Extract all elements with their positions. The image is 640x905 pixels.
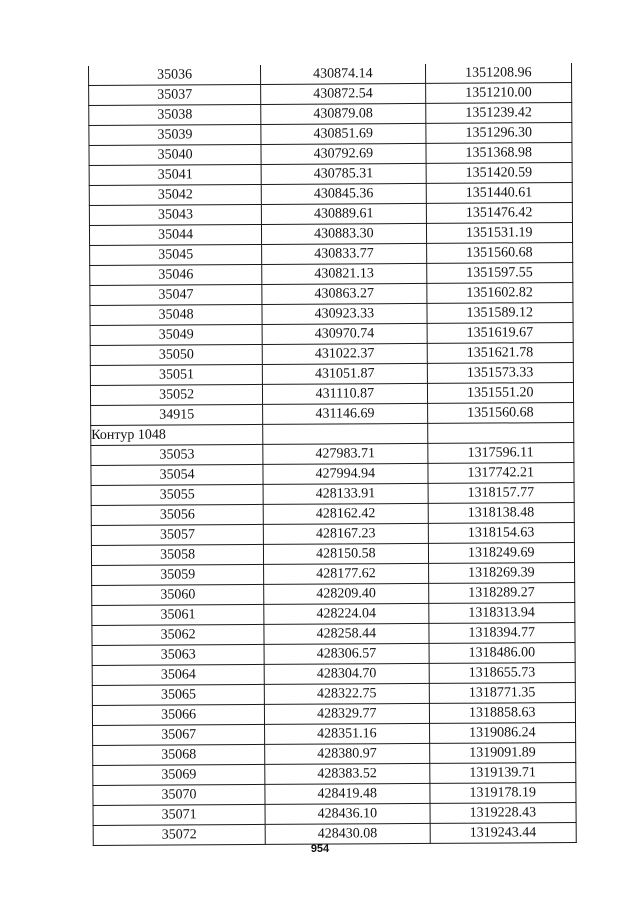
table-row xyxy=(93,723,576,746)
point-id-cell: 35064 xyxy=(92,664,264,685)
section-label: Контур 1048 xyxy=(91,424,263,445)
x-coordinate-cell: 431022.37 xyxy=(262,343,426,364)
x-coordinate-cell: 428329.77 xyxy=(265,703,429,724)
y-coordinate-cell: 1319139.71 xyxy=(429,763,576,784)
point-id-cell: 35039 xyxy=(89,124,261,145)
table-row xyxy=(93,783,576,806)
point-id-cell: 35065 xyxy=(92,684,264,705)
point-id-cell: 35069 xyxy=(93,764,265,785)
point-id-cell: 35054 xyxy=(91,464,263,485)
x-coordinate-cell: 428322.75 xyxy=(264,683,428,704)
empty-cell xyxy=(263,423,427,444)
table-row xyxy=(90,343,573,366)
x-coordinate-cell: 430923.33 xyxy=(262,303,426,324)
x-coordinate-cell: 428380.97 xyxy=(265,743,429,764)
table-row xyxy=(89,143,572,166)
x-coordinate-cell: 430970.74 xyxy=(262,323,426,344)
table-row xyxy=(91,503,574,526)
table-row xyxy=(92,623,575,646)
y-coordinate-cell: 1351208.96 xyxy=(425,63,572,83)
table-row xyxy=(90,243,573,266)
point-id-cell: 35067 xyxy=(93,724,265,745)
table-row xyxy=(89,223,572,246)
point-id-cell: 35062 xyxy=(92,624,264,645)
table-row xyxy=(92,583,575,606)
y-coordinate-cell: 1319086.24 xyxy=(429,723,576,744)
table-row xyxy=(90,263,573,286)
y-coordinate-cell: 1351420.59 xyxy=(426,163,573,184)
table-row xyxy=(88,63,571,85)
table-row xyxy=(89,183,572,206)
point-id-cell: 35051 xyxy=(90,364,262,385)
table-row xyxy=(92,603,575,626)
page-number: 954 xyxy=(310,843,330,855)
table-row xyxy=(91,483,574,506)
table-row xyxy=(91,463,574,486)
x-coordinate-cell: 428430.08 xyxy=(265,823,429,844)
x-coordinate-cell: 430883.30 xyxy=(262,223,426,244)
y-coordinate-cell: 1318289.27 xyxy=(428,583,575,604)
x-coordinate-cell: 428224.04 xyxy=(264,603,428,624)
point-id-cell: 35052 xyxy=(90,384,262,405)
y-coordinate-cell: 1317742.21 xyxy=(427,463,574,484)
table-row xyxy=(90,383,573,406)
table-row xyxy=(92,643,575,666)
point-id-cell: 35055 xyxy=(91,484,263,505)
point-id-cell: 35044 xyxy=(89,224,261,245)
y-coordinate-cell: 1318771.35 xyxy=(429,683,576,704)
x-coordinate-cell: 428162.42 xyxy=(263,503,427,524)
x-coordinate-cell: 428167.23 xyxy=(263,523,427,544)
table-row xyxy=(93,803,576,826)
table-row xyxy=(91,543,574,566)
point-id-cell: 35038 xyxy=(89,104,261,125)
table-row xyxy=(92,663,575,686)
y-coordinate-cell: 1351573.33 xyxy=(427,363,574,384)
table-row xyxy=(91,443,574,466)
table-row xyxy=(90,303,573,326)
y-coordinate-cell: 1351589.12 xyxy=(426,303,573,324)
x-coordinate-cell: 430872.54 xyxy=(261,83,425,104)
point-id-cell: 35053 xyxy=(91,444,263,465)
y-coordinate-cell: 1351368.98 xyxy=(425,143,572,164)
x-coordinate-cell: 430889.61 xyxy=(262,203,426,224)
x-coordinate-cell: 427983.71 xyxy=(263,443,427,464)
y-coordinate-cell: 1351597.55 xyxy=(426,263,573,284)
x-coordinate-cell: 431110.87 xyxy=(263,383,427,404)
y-coordinate-cell: 1351440.61 xyxy=(426,183,573,204)
point-id-cell: 34915 xyxy=(91,404,263,425)
x-coordinate-cell: 431146.69 xyxy=(263,403,427,424)
point-id-cell: 35046 xyxy=(90,264,262,285)
x-coordinate-cell: 428150.58 xyxy=(264,543,428,564)
point-id-cell: 35042 xyxy=(89,184,261,205)
x-coordinate-cell: 428209.40 xyxy=(264,583,428,604)
x-coordinate-cell: 428306.57 xyxy=(264,643,428,664)
x-coordinate-cell: 430833.77 xyxy=(262,243,426,264)
y-coordinate-cell: 1351551.20 xyxy=(427,383,574,404)
x-coordinate-cell: 430863.27 xyxy=(262,283,426,304)
point-id-cell: 35066 xyxy=(92,704,264,725)
y-coordinate-cell: 1319178.19 xyxy=(429,783,576,804)
x-coordinate-cell: 428383.52 xyxy=(265,763,429,784)
y-coordinate-cell: 1318655.73 xyxy=(429,663,576,684)
y-coordinate-cell: 1351531.19 xyxy=(426,223,573,244)
x-coordinate-cell: 430785.31 xyxy=(261,163,425,184)
y-coordinate-cell: 1351619.67 xyxy=(427,323,574,344)
table-row xyxy=(93,763,576,786)
table-row xyxy=(93,743,576,766)
y-coordinate-cell: 1318858.63 xyxy=(429,703,576,724)
y-coordinate-cell: 1318157.77 xyxy=(428,483,575,504)
y-coordinate-cell: 1319243.44 xyxy=(430,823,577,844)
point-id-cell: 35050 xyxy=(90,344,262,365)
point-id-cell: 35060 xyxy=(92,584,264,605)
x-coordinate-cell: 428133.91 xyxy=(263,483,427,504)
y-coordinate-cell: 1319091.89 xyxy=(429,743,576,764)
point-id-cell: 35063 xyxy=(92,644,264,665)
point-id-cell: 35040 xyxy=(89,144,261,165)
table-row xyxy=(89,123,572,146)
y-coordinate-cell: 1318486.00 xyxy=(429,643,576,664)
x-coordinate-cell: 428436.10 xyxy=(265,803,429,824)
point-id-cell: 35056 xyxy=(91,504,263,525)
y-coordinate-cell: 1351621.78 xyxy=(427,343,574,364)
x-coordinate-cell: 428258.44 xyxy=(264,623,428,644)
x-coordinate-cell: 430845.36 xyxy=(261,183,425,204)
y-coordinate-cell: 1351476.42 xyxy=(426,203,573,224)
x-coordinate-cell: 428177.62 xyxy=(264,563,428,584)
y-coordinate-cell: 1318313.94 xyxy=(428,603,575,624)
table-row xyxy=(90,363,573,386)
point-id-cell: 35045 xyxy=(90,244,262,265)
x-coordinate-cell: 430851.69 xyxy=(261,123,425,144)
point-id-cell: 35047 xyxy=(90,284,262,305)
y-coordinate-cell: 1351560.68 xyxy=(426,243,573,264)
coordinates-table xyxy=(88,63,577,846)
point-id-cell: 35036 xyxy=(88,65,260,86)
y-coordinate-cell: 1318394.77 xyxy=(428,623,575,644)
y-coordinate-cell: 1351210.00 xyxy=(425,83,572,104)
table-row xyxy=(91,523,574,546)
y-coordinate-cell: 1318138.48 xyxy=(428,503,575,524)
point-id-cell: 35037 xyxy=(89,84,261,105)
x-coordinate-cell: 430792.69 xyxy=(261,143,425,164)
point-id-cell: 35061 xyxy=(92,604,264,625)
point-id-cell: 35041 xyxy=(89,164,261,185)
table-row xyxy=(92,563,575,586)
point-id-cell: 35070 xyxy=(93,784,265,805)
x-coordinate-cell: 430879.08 xyxy=(261,103,425,124)
table-row xyxy=(92,703,575,726)
y-coordinate-cell: 1351296.30 xyxy=(425,123,572,144)
point-id-cell: 35072 xyxy=(93,824,265,845)
x-coordinate-cell: 428419.48 xyxy=(265,783,429,804)
y-coordinate-cell: 1318154.63 xyxy=(428,523,575,544)
y-coordinate-cell: 1317596.11 xyxy=(427,443,574,464)
x-coordinate-cell: 431051.87 xyxy=(262,363,426,384)
table-row xyxy=(89,83,572,106)
point-id-cell: 35057 xyxy=(91,524,263,545)
point-id-cell: 35048 xyxy=(90,304,262,325)
point-id-cell: 35068 xyxy=(93,744,265,765)
x-coordinate-cell: 430821.13 xyxy=(262,263,426,284)
x-coordinate-cell: 428304.70 xyxy=(264,663,428,684)
y-coordinate-cell: 1351560.68 xyxy=(427,403,574,424)
y-coordinate-cell: 1318269.39 xyxy=(428,563,575,584)
table-row xyxy=(91,403,574,426)
x-coordinate-cell: 427994.94 xyxy=(263,463,427,484)
y-coordinate-cell: 1318249.69 xyxy=(428,543,575,564)
empty-cell xyxy=(427,423,574,444)
point-id-cell: 35071 xyxy=(93,804,265,825)
table-row xyxy=(89,163,572,186)
table-row xyxy=(90,323,573,346)
point-id-cell: 35049 xyxy=(90,324,262,345)
point-id-cell: 35043 xyxy=(89,204,261,225)
y-coordinate-cell: 1319228.43 xyxy=(430,803,577,824)
x-coordinate-cell: 430874.14 xyxy=(261,64,425,85)
table-row xyxy=(89,203,572,226)
point-id-cell: 35059 xyxy=(92,564,264,585)
x-coordinate-cell: 428351.16 xyxy=(265,723,429,744)
point-id-cell: 35058 xyxy=(91,544,263,565)
table-row xyxy=(92,683,575,706)
table-row xyxy=(90,283,573,306)
y-coordinate-cell: 1351239.42 xyxy=(425,103,572,124)
y-coordinate-cell: 1351602.82 xyxy=(426,283,573,304)
coordinates-table-body xyxy=(88,63,576,845)
table-row xyxy=(89,103,572,126)
